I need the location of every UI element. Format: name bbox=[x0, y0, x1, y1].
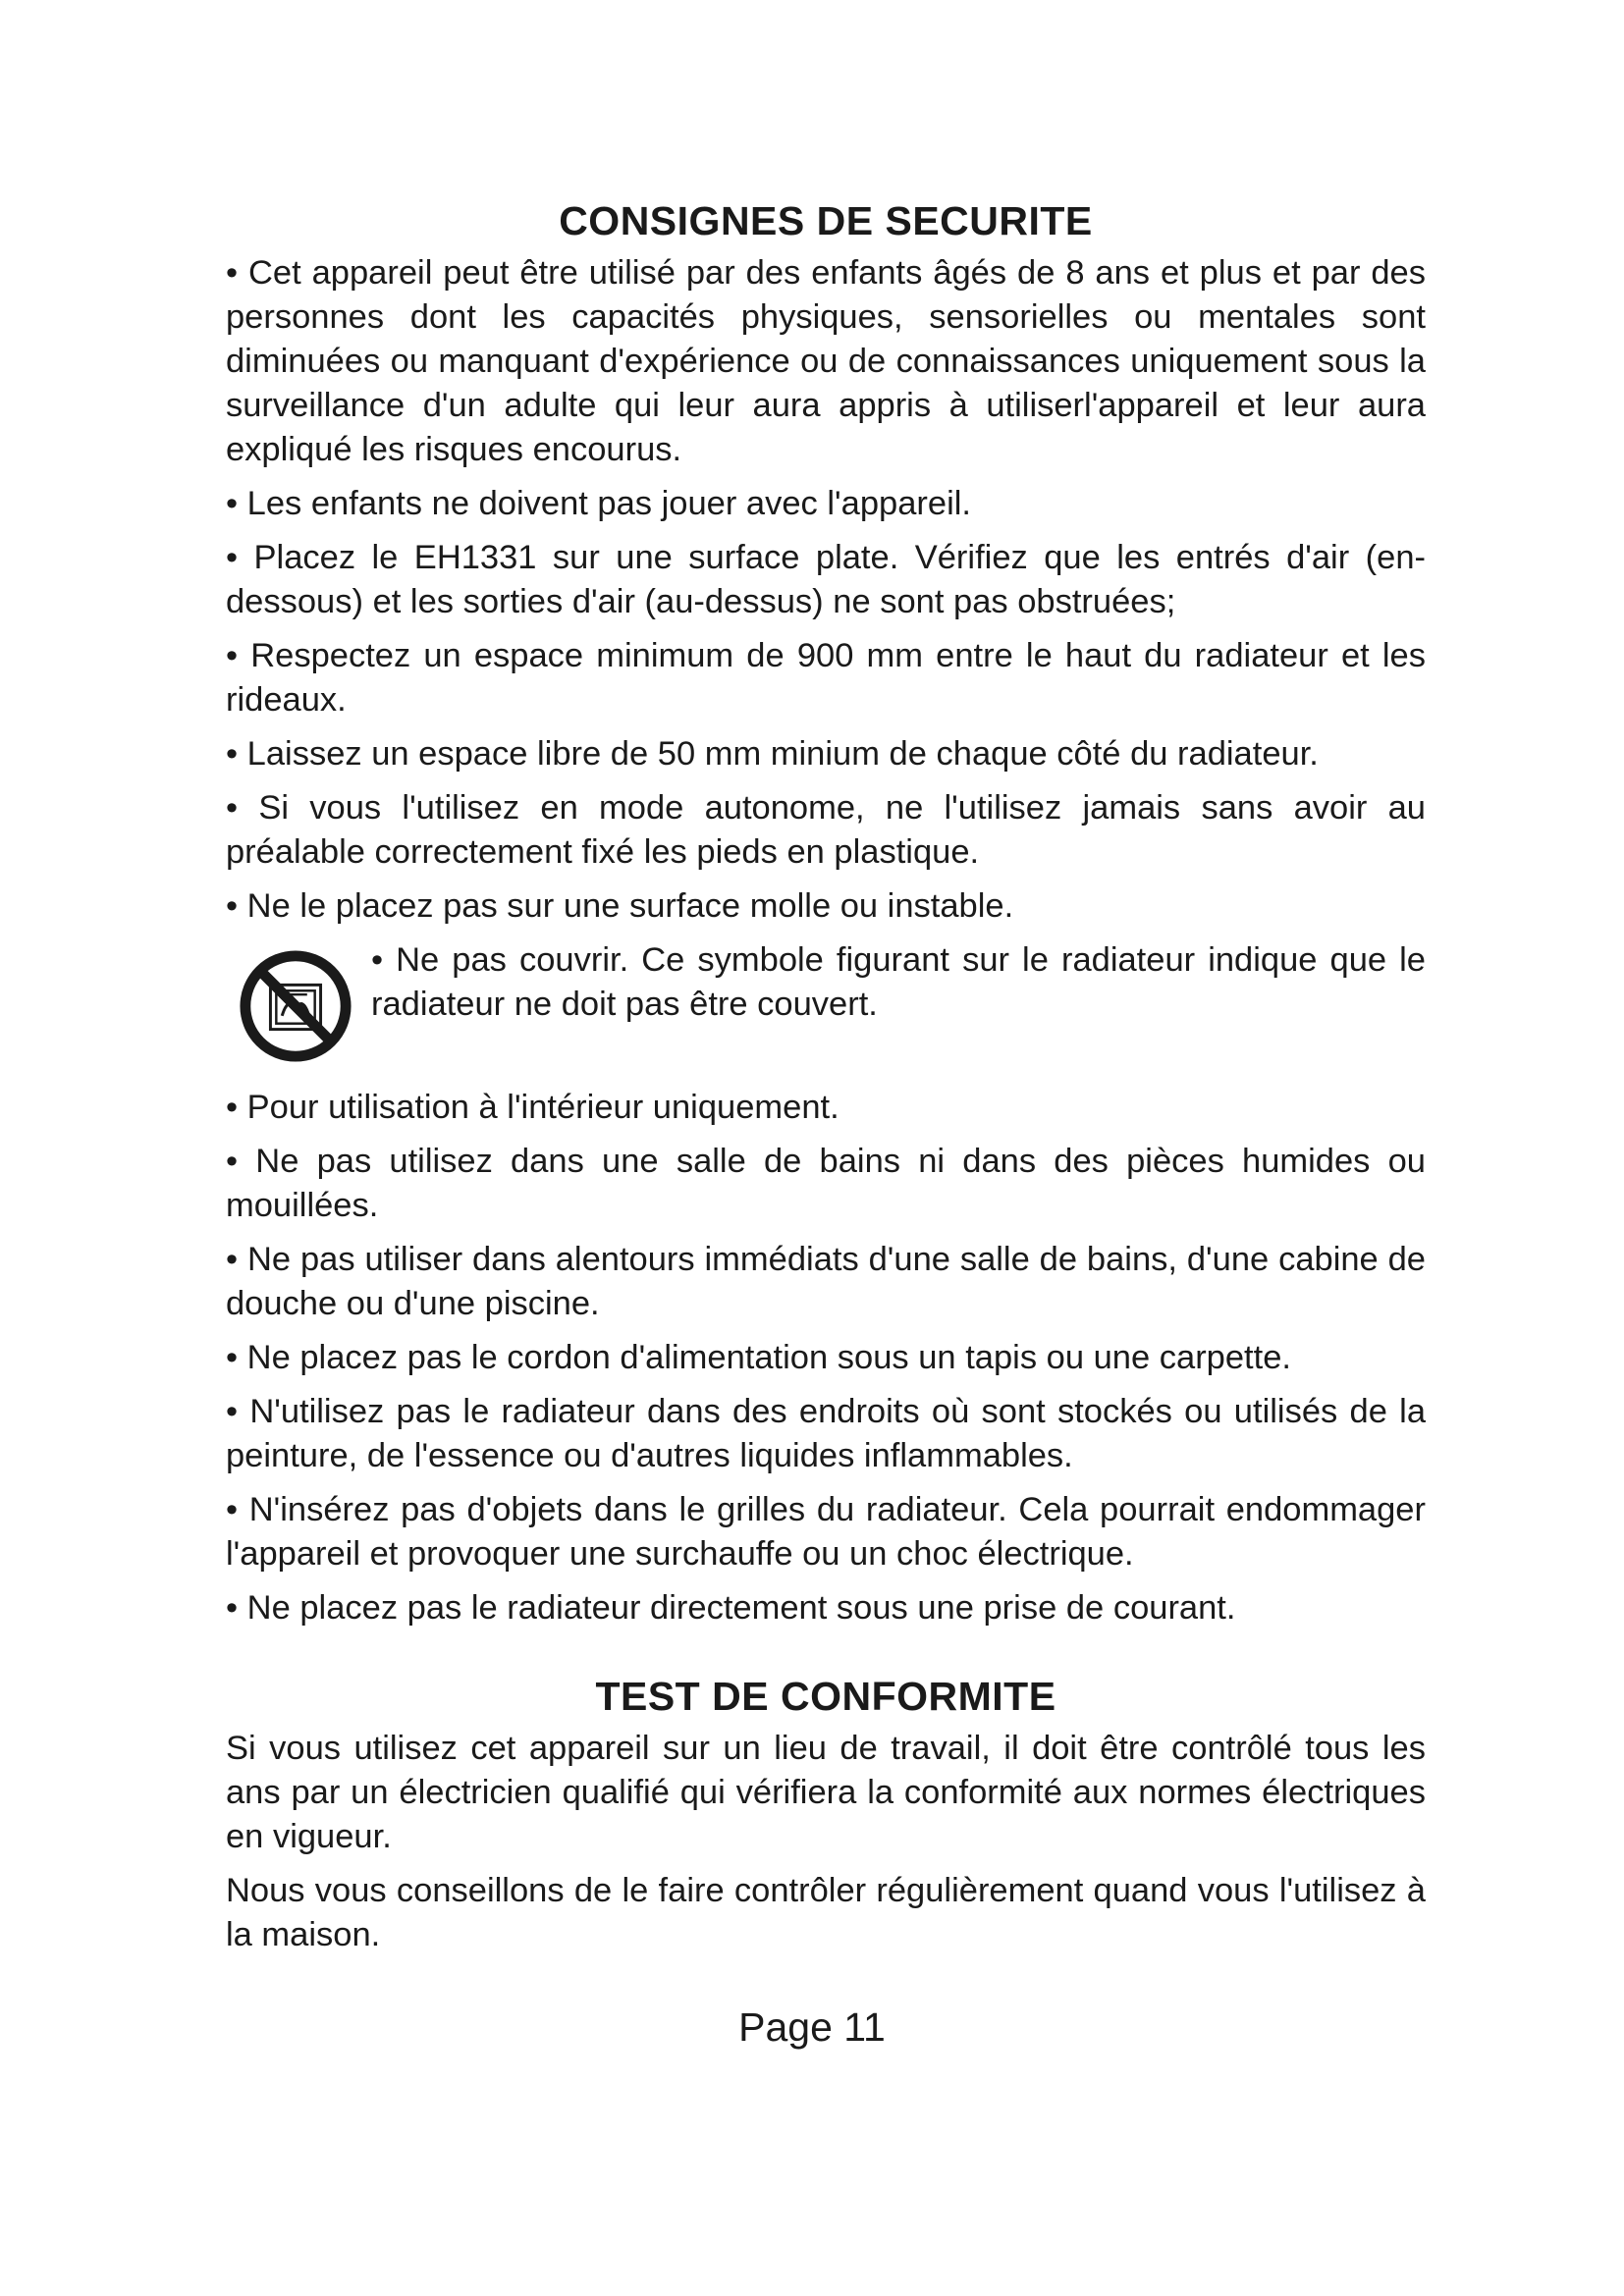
do-not-cover-icon bbox=[238, 948, 353, 1064]
safety-item-feet: • Si vous l'utilisez en mode autonome, ne l'utilisez jamais sans avoir au préalable correctement fixé les pieds en plastique. bbox=[226, 789, 1426, 871]
safety-item-indoor: • Pour utilisation à l'intérieur uniquement. bbox=[226, 1089, 839, 1126]
safety-title: CONSIGNES DE SECURITE bbox=[559, 198, 1093, 243]
document-page bbox=[226, 196, 1426, 1967]
conformity-paragraph-workplace: Si vous utilisez cet appareil sur un lieu de travail, il doit être contrôlé tous les ans par un électricien qualifié qui vérifiera la conformité aux normes électriques en vigueur. bbox=[226, 1730, 1426, 1855]
safety-item-side-clearance: • Laissez un espace libre de 50 mm minium de chaque côté du radiateur. bbox=[226, 735, 1319, 773]
safety-item-curtains: • Respectez un espace minimum de 900 mm entre le haut du radiateur et les rideaux. bbox=[226, 637, 1426, 719]
safety-item-supervision: • Cet appareil peut être utilisé par des enfants âgés de 8 ans et plus et par des personnes dont les capacités physiques, sensorielles ou mentales sont diminuées ou manquant d'expérience ou de connaissances uniquement sous la surveillance d'un adulte qui leur aura appris à utiliserl'appareil et leur aura expliqué les risques encourus. bbox=[226, 254, 1426, 468]
safety-item-stable-surface: • Ne le placez pas sur une surface molle ou instable. bbox=[226, 887, 1014, 925]
safety-item-grilles: • N'insérez pas d'objets dans le grilles du radiateur. Cela pourrait endommager l'appareil et provoquer une surchauffe ou un choc électrique. bbox=[226, 1491, 1426, 1573]
do-not-cover-text: • Ne pas couvrir. Ce symbole figurant sur le radiateur indique que le radiateur ne doit pas être couvert. bbox=[371, 941, 1426, 1023]
safety-item-cord: • Ne placez pas le cordon d'alimentation sous un tapis ou une carpette. bbox=[226, 1339, 1291, 1376]
do-not-cover-block bbox=[226, 938, 1426, 1064]
page-number: Page 11 bbox=[738, 2004, 886, 2050]
safety-item-shower-pool: • Ne pas utiliser dans alentours immédiats d'une salle de bains, d'une cabine de douche ou d'une piscine. bbox=[226, 1241, 1426, 1322]
safety-item-bathroom: • Ne pas utilisez dans une salle de bains ni dans des pièces humides ou mouillées. bbox=[226, 1143, 1426, 1224]
safety-item-flat-surface: • Placez le EH1331 sur une surface plate. Vérifiez que les entrés d'air (en-dessous) et les sorties d'air (au-dessus) ne sont pas obstruées; bbox=[226, 539, 1426, 620]
safety-item-children: • Les enfants ne doivent pas jouer avec l'appareil. bbox=[226, 485, 971, 522]
conformity-title: TEST DE CONFORMITE bbox=[595, 1674, 1056, 1719]
safety-item-flammables: • N'utilisez pas le radiateur dans des endroits où sont stockés ou utilisés de la peinture, de l'essence ou d'autres liquides inflammables. bbox=[226, 1393, 1426, 1474]
conformity-paragraph-home: Nous vous conseillons de le faire contrôler régulièrement quand vous l'utilisez à la maison. bbox=[226, 1872, 1426, 1953]
safety-item-socket: • Ne placez pas le radiateur directement sous une prise de courant. bbox=[226, 1589, 1236, 1627]
